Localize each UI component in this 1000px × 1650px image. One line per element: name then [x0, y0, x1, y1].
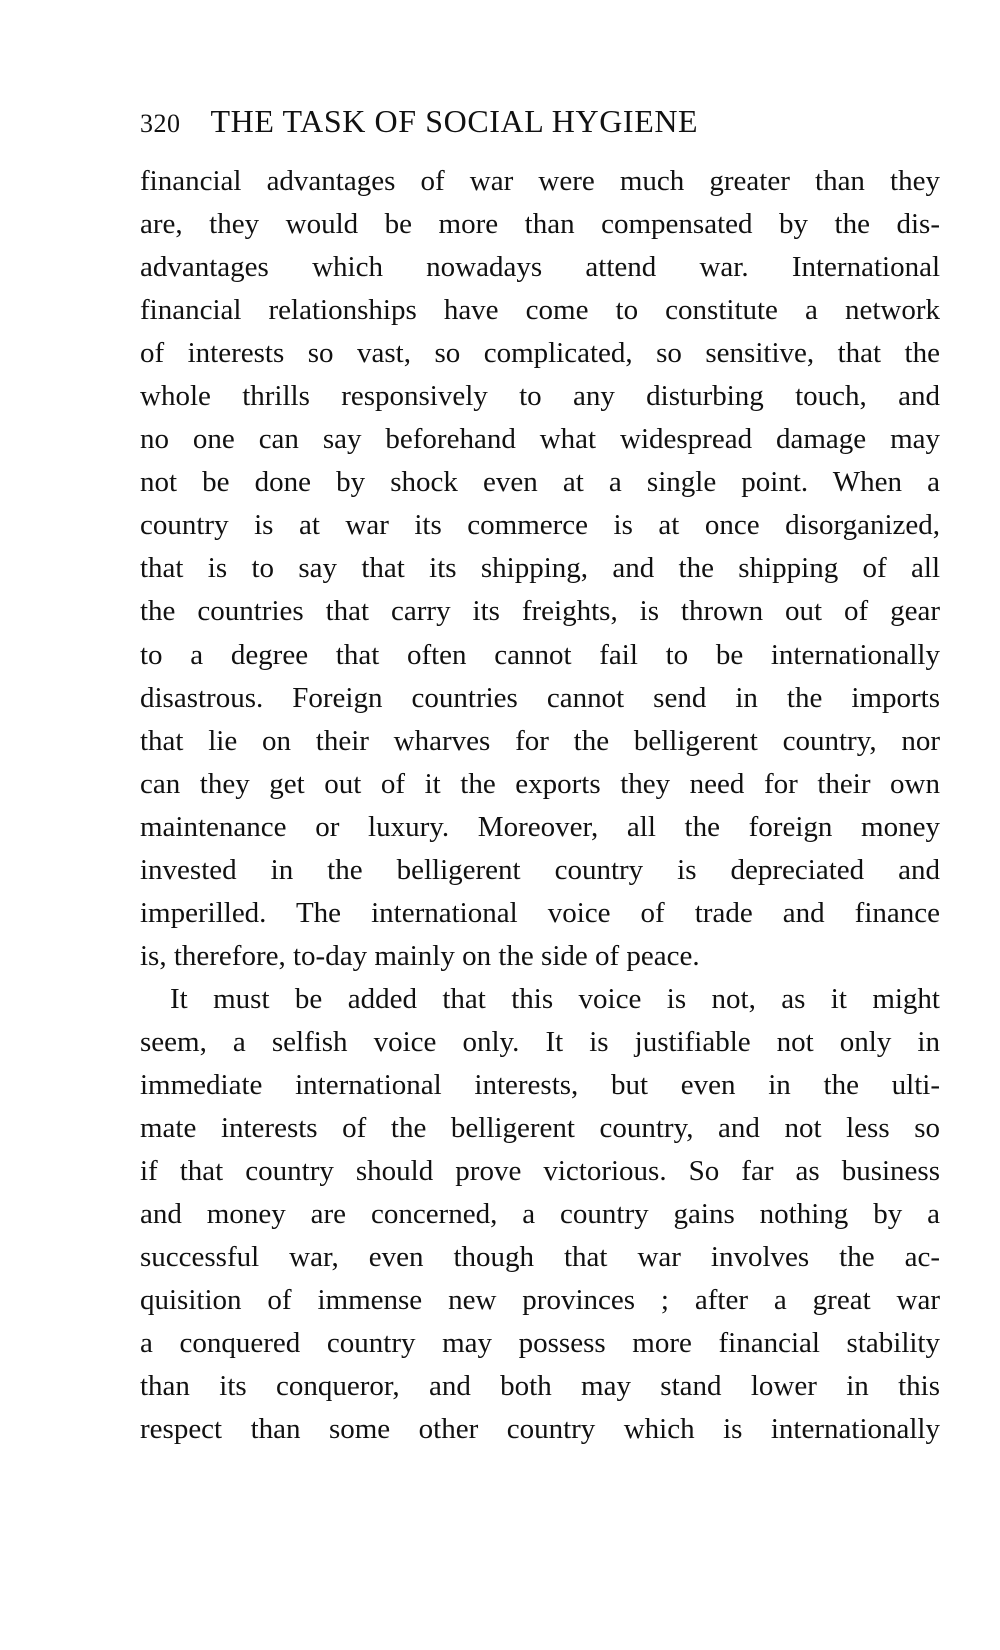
running-title: THE TASK OF SOCIAL HYGIENE — [210, 103, 699, 139]
text-line: It must be added that this voice is not, as it might — [170, 982, 940, 1015]
text-line: whole thrills responsively to any disturbing touch, and — [140, 380, 940, 413]
text-line: if that country should prove victorious. So far as business — [140, 1155, 940, 1188]
text-line: is, therefore, to-day mainly on the side of peace. — [140, 939, 700, 972]
page-number: 320 — [140, 109, 181, 138]
text-line: that lie on their wharves for the belligerent country, nor — [140, 724, 940, 757]
text-line: seem, a selfish voice only. It is justifiable not only in — [140, 1025, 940, 1058]
text-line: than its conqueror, and both may stand lower in this — [140, 1370, 940, 1403]
text-line: mate interests of the belligerent country, and not less so — [140, 1112, 940, 1145]
text-line: advantages which nowadays attend war. International — [140, 251, 940, 284]
text-line: of interests so vast, so complicated, so sensitive, that the — [140, 337, 940, 370]
text-line: to a degree that often cannot fail to be internationally — [140, 638, 940, 671]
text-line: a conquered country may possess more financial stability — [140, 1327, 940, 1360]
text-line: disastrous. Foreign countries cannot send in the imports — [140, 681, 940, 714]
text-line: imperilled. The international voice of trade and finance — [140, 896, 940, 929]
text-line: not be done by shock even at a single point. When a — [140, 466, 940, 499]
text-line: invested in the belligerent country is depreciated and — [140, 853, 940, 886]
text-line: and money are concerned, a country gains nothing by a — [140, 1198, 940, 1231]
text-line: can they get out of it the exports they need for their own — [140, 767, 940, 800]
text-line: successful war, even though that war involves the ac- — [140, 1241, 940, 1274]
paragraph-2 — [140, 978, 940, 1452]
text-line: financial relationships have come to constitute a network — [140, 294, 940, 327]
text-line: are, they would be more than compensated by the dis- — [140, 208, 940, 241]
paragraph-1 — [140, 160, 940, 978]
text-line: maintenance or luxury. Moreover, all the foreign money — [140, 810, 940, 843]
text-line: financial advantages of war were much greater than they — [140, 165, 940, 197]
running-head — [140, 103, 840, 143]
body-text — [140, 160, 940, 1451]
text-line: quisition of immense new provinces ; after a great war — [140, 1284, 940, 1317]
text-line: immediate international interests, but even in the ulti- — [140, 1068, 940, 1101]
text-line: country is at war its commerce is at once disorganized, — [140, 509, 940, 542]
text-line: no one can say beforehand what widespread damage may — [140, 423, 940, 456]
text-line: that is to say that its shipping, and the shipping of all — [140, 552, 940, 585]
text-line: the countries that carry its freights, is thrown out of gear — [140, 595, 940, 628]
text-line: respect than some other country which is internationally — [140, 1413, 940, 1446]
